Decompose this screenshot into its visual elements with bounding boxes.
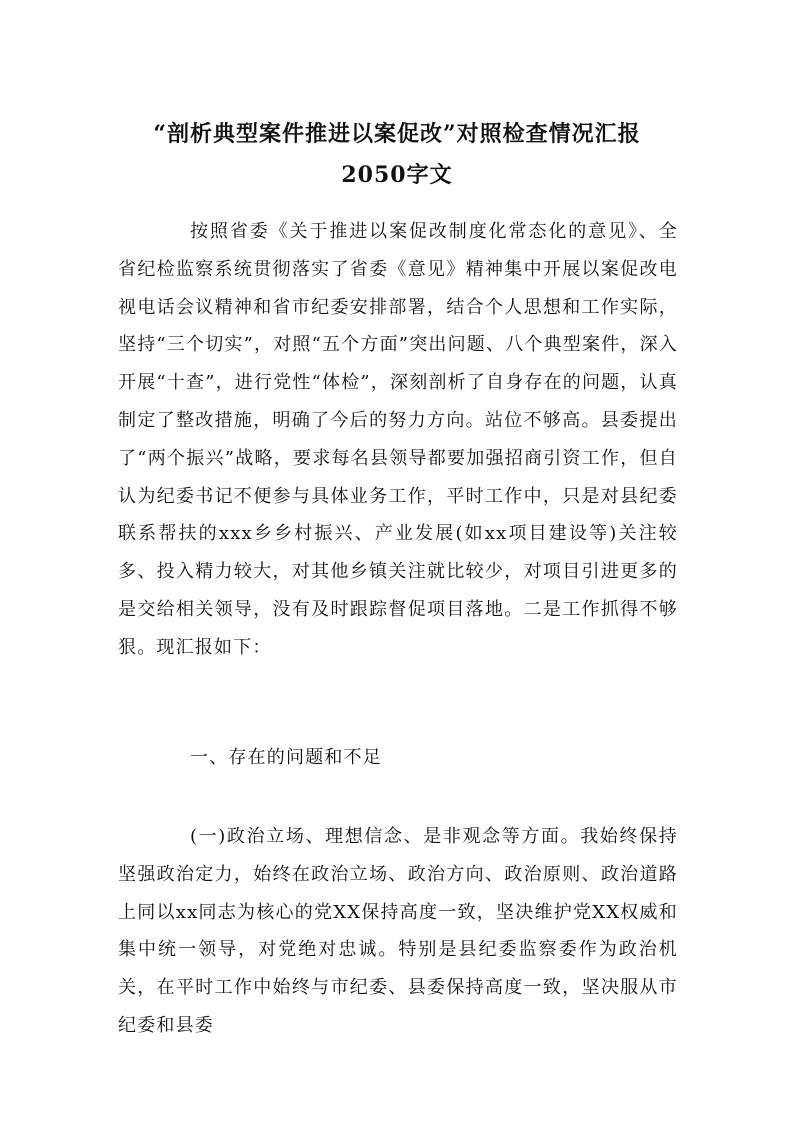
document-title-line2: 2050字文 bbox=[341, 162, 453, 188]
paragraph-intro: 按照省委《关于推进以案促改制度化常态化的意见》、全省纪检监察系统贯彻落实了省委《意见》精神集中开展以案促改电视电话会议精神和省市纪委安排部署，结合个人思想和工作实际，坚持“三个切实”，对照“五个方面”突出问题、八个典型案件，深入开展“十查”，进行党性“体检”，深刻剖析了自身存在的问题，认真制定了整改措施，明确了今后的努力方向。站位不够高。县委提出了“两个振兴”战略，要求每名县领导都要加强招商引资工作，但自认为纪委书记不便参与具体业务工作，平时工作中，只是对县纪委联系帮扶的xxx乡乡村振兴、产业发展(如xx项目建设等)关注较多、投入精力较大，对其他乡镇关注就比较少，对项目引进更多的是交给相关领导，没有及时跟踪督促项目落地。二是工作抓得不够狠。现汇报如下： bbox=[118, 221, 679, 658]
document-title-line1: “剖析典型案件推进以案促改”对照检查情况汇报 bbox=[153, 121, 641, 147]
paragraph-political-stance: (一)政治立场、理想信念、是非观念等方面。我始终保持坚强政治定力，始终在政治立场、政治方向、政治原则、政治道路上同以xx同志为核心的党XX保持高度一致，坚决维护党XX权威和集中统一领导，对党绝对忠诚。特别是县纪委监察委作为政治机关，在平时工作中始终与市纪委、县委保持高度一致，坚决服从市纪委和县委 bbox=[118, 826, 678, 1036]
section-heading: 一、存在的问题和不足 bbox=[190, 747, 382, 768]
